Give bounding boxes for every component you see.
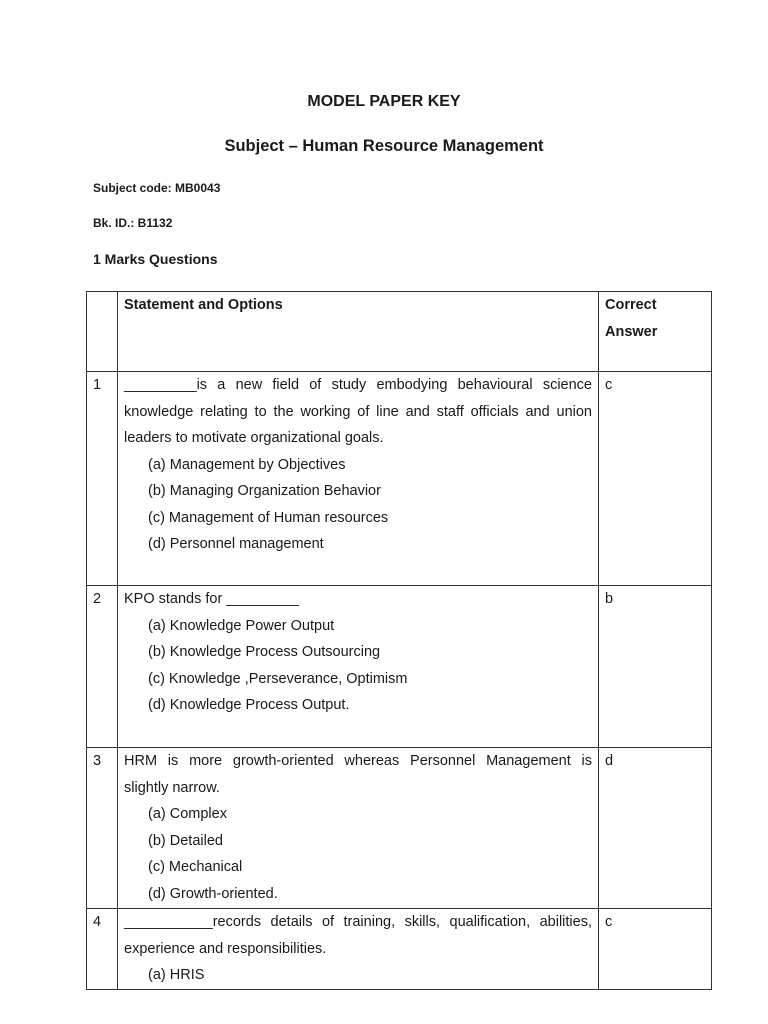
subject-code: Subject code: MB0043 — [93, 181, 221, 195]
question-number: 3 — [87, 748, 118, 909]
correct-answer: d — [599, 748, 712, 909]
question-statement — [118, 748, 599, 909]
option: (c) Mechanical — [148, 859, 243, 875]
table-row — [87, 748, 712, 909]
question-statement — [118, 909, 599, 990]
question-number: 4 — [87, 909, 118, 990]
question-number: 1 — [87, 372, 118, 586]
option: (a) Knowledge Power Output — [148, 617, 335, 634]
option: (c) Knowledge ,Perseverance, Optimism — [148, 670, 408, 687]
question-text: HRM is more growth-oriented whereas Personnel Management is slightly narrow. — [124, 753, 592, 796]
option: (d) Knowledge Process Output. — [148, 697, 350, 713]
question-text: KPO stands for _________ — [124, 591, 299, 607]
option: (b) Knowledge Process Outsourcing — [148, 644, 381, 660]
book-id: Bk. ID.: B1132 — [93, 216, 173, 230]
option: (a) Management by Objectives — [148, 456, 346, 473]
question-number: 2 — [87, 586, 118, 748]
subject-title: Subject – Human Resource Management — [224, 137, 544, 155]
table-row — [87, 372, 712, 586]
correct-answer: b — [599, 586, 712, 748]
option: (a) Complex — [148, 806, 227, 822]
table-row — [87, 909, 712, 990]
question-text: ___________records details of training, skills, qualification, abilities, experience and responsibilities. — [124, 914, 592, 957]
header-statement: Statement and Options — [118, 292, 599, 372]
option: (d) Growth-oriented. — [148, 885, 278, 902]
option: (b) Detailed — [148, 832, 223, 849]
correct-answer: c — [599, 372, 712, 586]
option: (c) Management of Human resources — [148, 509, 389, 526]
table-row — [87, 586, 712, 748]
section-heading: 1 Marks Questions — [93, 251, 218, 267]
question-statement — [118, 586, 599, 748]
header-answer-line1: Correct — [605, 297, 657, 313]
option: (a) HRIS — [148, 967, 205, 983]
question-statement — [118, 372, 599, 586]
questions-table — [86, 291, 712, 990]
question-text: _________is a new field of study embodying behavioural science knowledge relating to the working of line and staff officials and union leaders to motivate organizational goals. — [124, 377, 592, 446]
correct-answer: c — [599, 909, 712, 990]
option: (d) Personnel management — [148, 536, 324, 552]
header-answer — [599, 292, 712, 372]
header-answer-line2: Answer — [605, 323, 658, 340]
option: (b) Managing Organization Behavior — [148, 483, 381, 499]
header-number-cell — [87, 292, 118, 372]
page-title: MODEL PAPER KEY — [307, 93, 461, 110]
